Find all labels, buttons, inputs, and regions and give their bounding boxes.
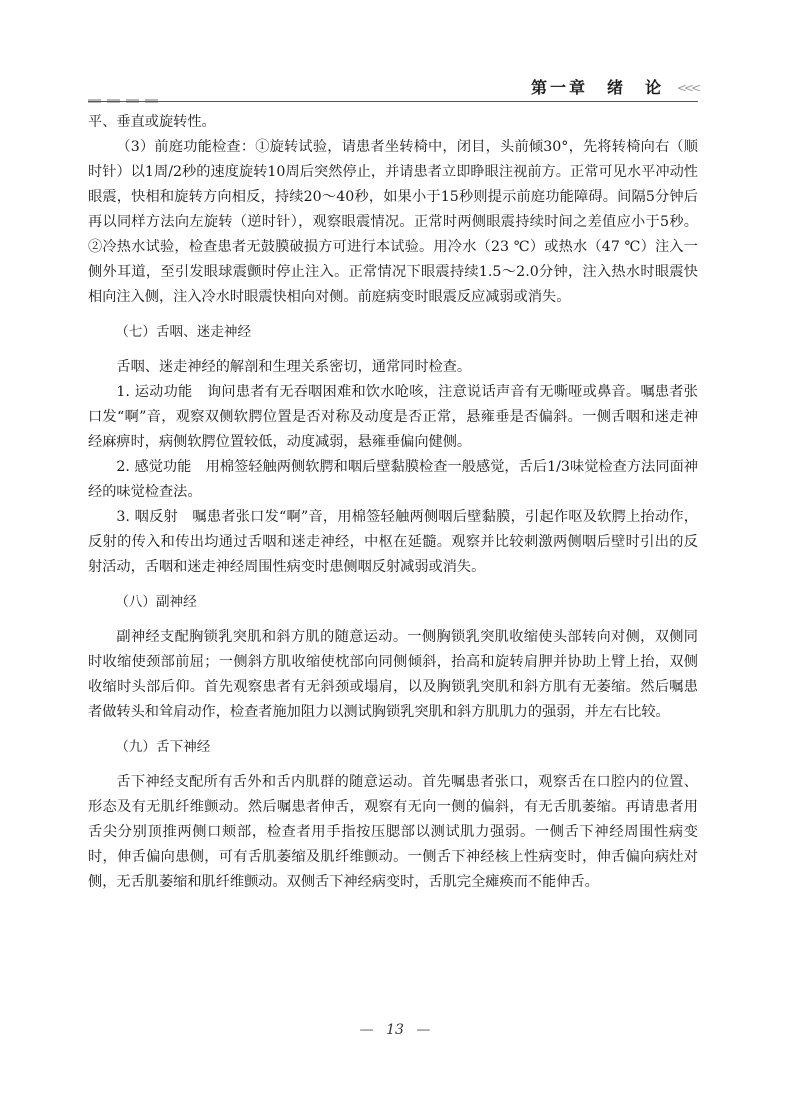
running-header <box>88 78 698 100</box>
paragraph-hypoglossal-nerve: 舌下神经支配所有舌外和舌内肌群的随意运动。首先嘱患者张口，观察舌在口腔内的位置、形态及有无肌纤维颤动。然后嘱患者伸舌，观察有无向一侧的偏斜，有无舌肌萎缩。再请患者用舌尖分别顶推两侧口颊部，检查者用手指按压腮部以测试肌力强弱。一侧舌下神经周围性病变时，伸舌偏向患侧，可有舌肌萎缩及肌纤维颤动。一侧舌下神经核上性病变时，伸舌偏向病灶对侧，无舌肌萎缩和肌纤维颤动。双侧舌下神经病变时，舌肌完全瘫痪而不能伸舌。 <box>88 774 698 890</box>
page-footer <box>0 1022 790 1038</box>
paragraph-continuation: 平、垂直或旋转性。 <box>88 114 216 130</box>
paragraph-vestibular-test: （3）前庭功能检查：①旋转试验，请患者坐转椅中，闭目，头前倾30°，先将转椅向右（顺时针）以1周/2秒的速度旋转10周后突然停止，并请患者立即睁眼注视前方。正常可见水平冲动性眼震，快相和旋转方向相反，持续20～40秒，如果小于15秒则提示前庭功能障碍。间隔5分钟后再以同样方法向左旋转（逆时针），观察眼震情况。正常时两侧眼震持续时间之差值应小于5秒。②冷热水试验，检查患者无鼓膜破损方可进行本试验。用冷水（23 ℃）或热水（47 ℃）注入一侧外耳道，至引发眼球震颤时停止注入。正常情况下眼震持续1.5～2.0分钟，注入热水时眼震快相向注入侧，注入冷水时眼震快相向对侧。前庭病变时眼震反应减弱或消失。 <box>88 139 698 305</box>
footer-dash-left: — <box>359 1022 374 1038</box>
page-number: 13 <box>386 1022 404 1038</box>
header-rule <box>88 101 698 102</box>
chapter-title: 第一章 绪 论 <box>530 78 664 97</box>
page-body <box>88 110 698 895</box>
section-heading-hypoglossal: （九）舌下神经 <box>115 739 211 755</box>
section-heading-glossopharyngeal-vagus: （七）舌咽、迷走神经 <box>115 324 252 340</box>
paragraph-glossopharyngeal-intro: 舌咽、迷走神经的解剖和生理关系密切，通常同时检查。 <box>116 359 472 375</box>
paragraph-motor-function: 1. 运动功能 询问患者有无吞咽困难和饮水呛咳，注意说话声音有无嘶哑或鼻音。嘱患者张口发“啊”音，观察双侧软腭位置是否对称及动度是否正常，悬雍垂是否偏斜。一侧舌咽和迷走神经麻痹时，病侧软腭位置较低，动度减弱，悬雍垂偏向健侧。 <box>88 384 698 450</box>
paragraph-pharyngeal-reflex: 3. 咽反射 嘱患者张口发“啊”音，用棉签轻触两侧咽后壁黏膜，引起作呕及软腭上抬动作，反射的传入和传出均通过舌咽和迷走神经，中枢在延髓。观察并比较刺激两侧咽后壁时引出的反射活动，舌咽和迷走神经周围性病变时患侧咽反射减弱或消失。 <box>88 509 698 575</box>
section-heading-accessory: （八）副神经 <box>115 594 197 610</box>
paragraph-accessory-nerve: 副神经支配胸锁乳突肌和斜方肌的随意运动。一侧胸锁乳突肌收缩使头部转向对侧，双侧同时收缩使颈部前屈；一侧斜方肌收缩使枕部向同侧倾斜，抬高和旋转肩胛并协助上臂上抬，双侧收缩时头部后仰。首先观察患者有无斜颈或塌肩，以及胸锁乳突肌和斜方肌有无萎缩。然后嘱患者做转头和耸肩动作，检查者施加阻力以测试胸锁乳突肌和斜方肌肌力的强弱，并左右比较。 <box>88 629 698 720</box>
paragraph-sensory-function: 2. 感觉功能 用棉签轻触两侧软腭和咽后壁黏膜检查一般感觉，舌后1/3味觉检查方法同面神经的味觉检查法。 <box>88 459 698 500</box>
chevron-left-icon: <<< <box>676 81 698 95</box>
footer-dash-right: — <box>416 1022 431 1038</box>
